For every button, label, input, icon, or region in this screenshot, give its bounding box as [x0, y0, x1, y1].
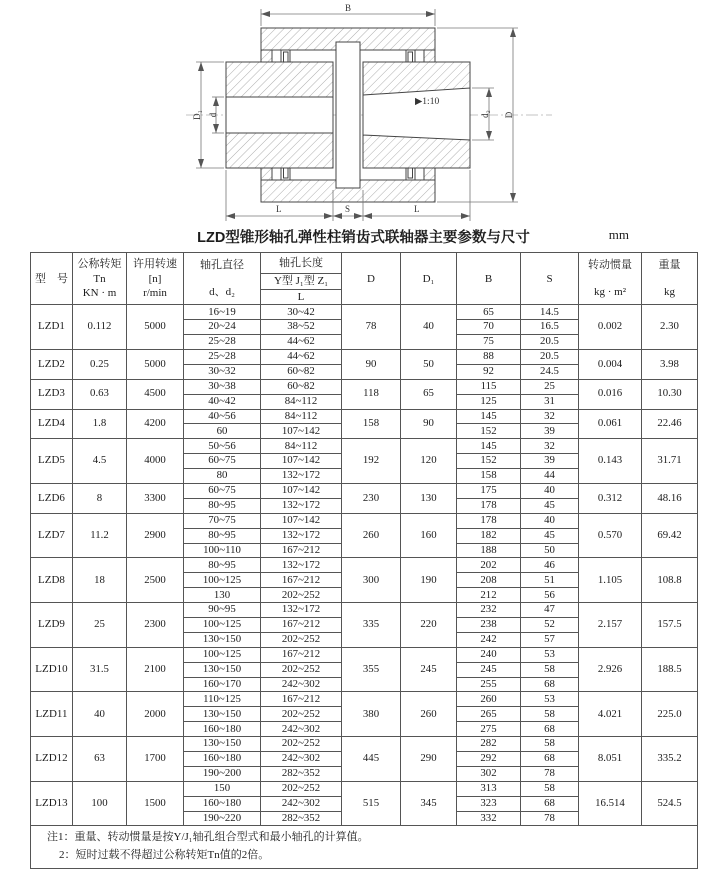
table-row [31, 647, 698, 662]
torque-cell: 25 [73, 603, 127, 648]
D-cell: 118 [342, 379, 401, 409]
bore-length-cell: 242~302 [261, 796, 342, 811]
inertia-cell: 1.105 [579, 558, 642, 603]
bore-length-cell: 30~42 [261, 305, 342, 320]
bore-dia-cell: 25~28 [184, 335, 261, 350]
D-cell: 230 [342, 483, 401, 513]
D1-cell: 260 [401, 692, 457, 737]
dim-label-B: B [345, 3, 352, 13]
speed-cell: 2100 [127, 647, 184, 692]
B-cell: 275 [457, 722, 521, 737]
table-row [31, 409, 698, 424]
bore-dia-cell: 50~56 [184, 439, 261, 454]
B-cell: 245 [457, 662, 521, 677]
bore-dia-cell: 80~95 [184, 558, 261, 573]
bore-dia-cell: 160~180 [184, 796, 261, 811]
bore-dia-cell: 80~95 [184, 498, 261, 513]
D-cell: 260 [342, 513, 401, 558]
S-cell: 53 [521, 692, 579, 707]
torque-cell: 18 [73, 558, 127, 603]
S-cell: 24.5 [521, 364, 579, 379]
D1-cell: 130 [401, 483, 457, 513]
bore-dia-cell: 20~24 [184, 320, 261, 335]
bore-length-cell: 202~252 [261, 707, 342, 722]
B-cell: 115 [457, 379, 521, 394]
center-spacer [336, 42, 360, 188]
model-cell: LZD7 [31, 513, 73, 558]
B-cell: 152 [457, 424, 521, 439]
table-row [31, 692, 698, 707]
S-cell: 47 [521, 603, 579, 618]
D1-cell: 190 [401, 558, 457, 603]
bore-dia-cell: 100~125 [184, 647, 261, 662]
bore-dia-cell: 60~75 [184, 454, 261, 469]
bore-dia-cell: 130~150 [184, 632, 261, 647]
col-header-D: D [342, 253, 401, 305]
bore-dia-cell: 30~32 [184, 364, 261, 379]
speed-cell: 4200 [127, 409, 184, 439]
weight-cell: 69.42 [642, 513, 698, 558]
S-cell: 78 [521, 811, 579, 826]
dim-label-d2: d₂ [480, 110, 490, 118]
B-cell: 242 [457, 632, 521, 647]
bore-length-cell: 167~212 [261, 618, 342, 633]
dim-label-D: D [504, 111, 514, 119]
B-cell: 292 [457, 752, 521, 767]
D-cell: 90 [342, 349, 401, 379]
bore-dia-cell: 130~150 [184, 707, 261, 722]
D1-cell: 290 [401, 737, 457, 782]
torque-cell: 31.5 [73, 647, 127, 692]
S-cell: 51 [521, 573, 579, 588]
bore-length-cell: 84~112 [261, 439, 342, 454]
table-row [31, 513, 698, 528]
B-cell: 70 [457, 320, 521, 335]
S-cell: 31 [521, 394, 579, 409]
D1-cell: 120 [401, 439, 457, 484]
S-cell: 40 [521, 483, 579, 498]
B-cell: 65 [457, 305, 521, 320]
B-cell: 302 [457, 766, 521, 781]
S-cell: 16.5 [521, 320, 579, 335]
bore-length-cell: 282~352 [261, 811, 342, 826]
model-cell: LZD2 [31, 349, 73, 379]
D1-cell: 50 [401, 349, 457, 379]
bore-length-cell: 202~252 [261, 662, 342, 677]
table-row [31, 737, 698, 752]
speed-cell: 2300 [127, 603, 184, 648]
bore-length-cell: 44~62 [261, 349, 342, 364]
bore-length-cell: 132~172 [261, 558, 342, 573]
inertia-cell: 8.051 [579, 737, 642, 782]
S-cell: 58 [521, 662, 579, 677]
model-cell: LZD12 [31, 737, 73, 782]
bore-dia-cell: 130 [184, 588, 261, 603]
bore-length-cell: 132~172 [261, 469, 342, 484]
bore-length-cell: 242~302 [261, 752, 342, 767]
B-cell: 158 [457, 469, 521, 484]
table-notes [31, 826, 698, 868]
torque-cell: 0.25 [73, 349, 127, 379]
bore-dia-cell: 90~95 [184, 603, 261, 618]
B-cell: 332 [457, 811, 521, 826]
note-1: 注1：重量、转动惯量是按Y/J₁轴孔组合型式和最小轴孔的计算值。 [47, 831, 369, 844]
B-cell: 255 [457, 677, 521, 692]
S-cell: 68 [521, 796, 579, 811]
S-cell: 20.5 [521, 335, 579, 350]
table-row [31, 483, 698, 498]
hub-right [363, 62, 470, 168]
speed-cell: 1700 [127, 737, 184, 782]
coupling-section-drawing [168, 0, 568, 230]
bore-dia-cell: 30~38 [184, 379, 261, 394]
bore-length-cell: 132~172 [261, 528, 342, 543]
torque-cell: 63 [73, 737, 127, 782]
speed-cell: 2000 [127, 692, 184, 737]
S-cell: 78 [521, 766, 579, 781]
col-header-bore-length-types: Y型 J₁型 Z₁ [261, 274, 342, 290]
bore-dia-cell: 40~42 [184, 394, 261, 409]
B-cell: 212 [457, 588, 521, 603]
torque-cell: 0.112 [73, 305, 127, 350]
D1-cell: 245 [401, 647, 457, 692]
D-cell: 355 [342, 647, 401, 692]
col-header-bore-dia: 轴孔直径 d、d₂ [184, 253, 261, 305]
speed-cell: 1500 [127, 781, 184, 826]
D-cell: 300 [342, 558, 401, 603]
bore-dia-cell: 160~170 [184, 677, 261, 692]
bore-dia-cell: 160~180 [184, 722, 261, 737]
bore-length-cell: 107~142 [261, 483, 342, 498]
B-cell: 182 [457, 528, 521, 543]
S-cell: 56 [521, 588, 579, 603]
bore-length-cell: 202~252 [261, 737, 342, 752]
S-cell: 25 [521, 379, 579, 394]
B-cell: 202 [457, 558, 521, 573]
bore-dia-cell: 190~200 [184, 766, 261, 781]
B-cell: 178 [457, 513, 521, 528]
bore-dia-cell: 150 [184, 781, 261, 796]
inertia-cell: 16.514 [579, 781, 642, 826]
unit-label: mm [608, 227, 629, 242]
inertia-cell: 0.002 [579, 305, 642, 350]
bore-length-cell: 38~52 [261, 320, 342, 335]
col-header-bore-length-L: L [261, 290, 342, 305]
weight-cell: 108.8 [642, 558, 698, 603]
torque-cell: 40 [73, 692, 127, 737]
bore-length-cell: 242~302 [261, 677, 342, 692]
col-header-D1: D₁ [401, 253, 457, 305]
table-row [31, 439, 698, 454]
S-cell: 58 [521, 707, 579, 722]
bore-length-cell: 107~142 [261, 454, 342, 469]
bore-dia-cell: 100~125 [184, 618, 261, 633]
speed-cell: 5000 [127, 305, 184, 350]
torque-cell: 1.8 [73, 409, 127, 439]
D-cell: 335 [342, 603, 401, 648]
S-cell: 46 [521, 558, 579, 573]
bore-dia-cell: 130~150 [184, 662, 261, 677]
bore-dia-cell: 110~125 [184, 692, 261, 707]
bore-dia-cell: 100~110 [184, 543, 261, 558]
model-cell: LZD11 [31, 692, 73, 737]
bore-length-cell: 107~142 [261, 424, 342, 439]
bore-length-cell: 60~82 [261, 379, 342, 394]
bore-length-cell: 167~212 [261, 692, 342, 707]
D1-cell: 220 [401, 603, 457, 648]
S-cell: 39 [521, 424, 579, 439]
bore-dia-cell: 60~75 [184, 483, 261, 498]
bore-dia-cell: 100~125 [184, 573, 261, 588]
col-header-B: B [457, 253, 521, 305]
bore-dia-cell: 80~95 [184, 528, 261, 543]
torque-cell: 8 [73, 483, 127, 513]
bore-dia-cell: 16~19 [184, 305, 261, 320]
B-cell: 75 [457, 335, 521, 350]
bore-dia-cell: 190~220 [184, 811, 261, 826]
D1-cell: 90 [401, 409, 457, 439]
S-cell: 44 [521, 469, 579, 484]
weight-cell: 335.2 [642, 737, 698, 782]
model-cell: LZD6 [31, 483, 73, 513]
bore-length-cell: 167~212 [261, 543, 342, 558]
D1-cell: 65 [401, 379, 457, 409]
table-body [31, 305, 698, 826]
B-cell: 282 [457, 737, 521, 752]
S-cell: 32 [521, 409, 579, 424]
speed-cell: 4000 [127, 439, 184, 484]
B-cell: 145 [457, 409, 521, 424]
model-cell: LZD9 [31, 603, 73, 648]
model-cell: LZD1 [31, 305, 73, 350]
weight-cell: 31.71 [642, 439, 698, 484]
inertia-cell: 0.570 [579, 513, 642, 558]
table-row [31, 781, 698, 796]
weight-cell: 48.16 [642, 483, 698, 513]
page-title: LZD型锥形轴孔弹性柱销齿式联轴器主要参数与尺寸 [197, 230, 530, 246]
model-cell: LZD4 [31, 409, 73, 439]
D-cell: 445 [342, 737, 401, 782]
weight-cell: 157.5 [642, 603, 698, 648]
bore-dia-cell: 60 [184, 424, 261, 439]
dim-label-L-left: L [276, 204, 282, 214]
S-cell: 58 [521, 781, 579, 796]
parameters-table [30, 252, 698, 869]
S-cell: 20.5 [521, 349, 579, 364]
model-cell: LZD10 [31, 647, 73, 692]
table-row [31, 379, 698, 394]
weight-cell: 22.46 [642, 409, 698, 439]
bore-length-cell: 132~172 [261, 603, 342, 618]
bore-length-cell: 242~302 [261, 722, 342, 737]
table-row [31, 349, 698, 364]
D-cell: 78 [342, 305, 401, 350]
dim-label-d: d [208, 112, 218, 118]
B-cell: 240 [457, 647, 521, 662]
D-cell: 192 [342, 439, 401, 484]
bore-length-cell: 60~82 [261, 364, 342, 379]
speed-cell: 5000 [127, 349, 184, 379]
inertia-cell: 0.143 [579, 439, 642, 484]
S-cell: 45 [521, 528, 579, 543]
D-cell: 158 [342, 409, 401, 439]
speed-cell: 4500 [127, 379, 184, 409]
S-cell: 68 [521, 722, 579, 737]
model-cell: LZD8 [31, 558, 73, 603]
B-cell: 188 [457, 543, 521, 558]
B-cell: 208 [457, 573, 521, 588]
dim-label-D1: D₁ [192, 110, 202, 120]
col-header-inertia: 转动惯量 kg · m² [579, 253, 642, 305]
weight-cell: 10.30 [642, 379, 698, 409]
speed-cell: 2900 [127, 513, 184, 558]
B-cell: 152 [457, 454, 521, 469]
bore-dia-cell: 40~56 [184, 409, 261, 424]
hub-left [226, 62, 333, 168]
D-cell: 380 [342, 692, 401, 737]
bore-length-cell: 84~112 [261, 394, 342, 409]
bore-dia-cell: 70~75 [184, 513, 261, 528]
B-cell: 323 [457, 796, 521, 811]
weight-cell: 3.98 [642, 349, 698, 379]
bore-length-cell: 282~352 [261, 766, 342, 781]
B-cell: 125 [457, 394, 521, 409]
S-cell: 68 [521, 752, 579, 767]
S-cell: 52 [521, 618, 579, 633]
torque-cell: 100 [73, 781, 127, 826]
weight-cell: 2.30 [642, 305, 698, 350]
B-cell: 232 [457, 603, 521, 618]
col-header-bore-length: 轴孔长度 [261, 253, 342, 274]
bore-length-cell: 202~252 [261, 632, 342, 647]
B-cell: 175 [457, 483, 521, 498]
inertia-cell: 4.021 [579, 692, 642, 737]
S-cell: 57 [521, 632, 579, 647]
B-cell: 260 [457, 692, 521, 707]
B-cell: 265 [457, 707, 521, 722]
model-cell: LZD3 [31, 379, 73, 409]
bore-length-cell: 202~252 [261, 588, 342, 603]
D1-cell: 345 [401, 781, 457, 826]
B-cell: 238 [457, 618, 521, 633]
S-cell: 39 [521, 454, 579, 469]
bore-dia-cell: 80 [184, 469, 261, 484]
inertia-cell: 0.312 [579, 483, 642, 513]
bore-length-cell: 167~212 [261, 573, 342, 588]
weight-cell: 524.5 [642, 781, 698, 826]
bore-length-cell: 84~112 [261, 409, 342, 424]
dim-label-S: S [345, 204, 351, 214]
speed-cell: 3300 [127, 483, 184, 513]
D-cell: 515 [342, 781, 401, 826]
bore-length-cell: 132~172 [261, 498, 342, 513]
col-header-speed: 许用转速 [n] r/min [127, 253, 184, 305]
B-cell: 145 [457, 439, 521, 454]
col-header-weight: 重量 kg [642, 253, 698, 305]
S-cell: 53 [521, 647, 579, 662]
inertia-cell: 2.926 [579, 647, 642, 692]
bore-dia-cell: 130~150 [184, 737, 261, 752]
bore-dia-cell: 25~28 [184, 349, 261, 364]
model-cell: LZD13 [31, 781, 73, 826]
inertia-cell: 0.016 [579, 379, 642, 409]
S-cell: 14.5 [521, 305, 579, 320]
col-header-model: 型 号 [31, 253, 73, 305]
model-cell: LZD5 [31, 439, 73, 484]
S-cell: 58 [521, 737, 579, 752]
title-row [30, 226, 697, 247]
torque-cell: 4.5 [73, 439, 127, 484]
B-cell: 313 [457, 781, 521, 796]
inertia-cell: 2.157 [579, 603, 642, 648]
bore-length-cell: 202~252 [261, 781, 342, 796]
col-header-torque: 公称转矩 Tn KN · m [73, 253, 127, 305]
dim-label-L-right: L [414, 204, 420, 214]
S-cell: 32 [521, 439, 579, 454]
D1-cell: 160 [401, 513, 457, 558]
S-cell: 50 [521, 543, 579, 558]
table-row [31, 603, 698, 618]
S-cell: 45 [521, 498, 579, 513]
table-row [31, 305, 698, 320]
torque-cell: 11.2 [73, 513, 127, 558]
col-header-S: S [521, 253, 579, 305]
speed-cell: 2500 [127, 558, 184, 603]
B-cell: 178 [457, 498, 521, 513]
bore-length-cell: 107~142 [261, 513, 342, 528]
inertia-cell: 0.061 [579, 409, 642, 439]
bore-length-cell: 167~212 [261, 647, 342, 662]
B-cell: 92 [457, 364, 521, 379]
B-cell: 88 [457, 349, 521, 364]
S-cell: 68 [521, 677, 579, 692]
taper-label: ▶1:10 [415, 97, 440, 107]
bore-length-cell: 44~62 [261, 335, 342, 350]
weight-cell: 225.0 [642, 692, 698, 737]
table-row [31, 558, 698, 573]
S-cell: 40 [521, 513, 579, 528]
note-2: 2：短时过载不得超过公称转矩Tn值的2倍。 [59, 848, 270, 861]
weight-cell: 188.5 [642, 647, 698, 692]
bore-dia-cell: 160~180 [184, 752, 261, 767]
inertia-cell: 0.004 [579, 349, 642, 379]
D1-cell: 40 [401, 305, 457, 350]
torque-cell: 0.63 [73, 379, 127, 409]
